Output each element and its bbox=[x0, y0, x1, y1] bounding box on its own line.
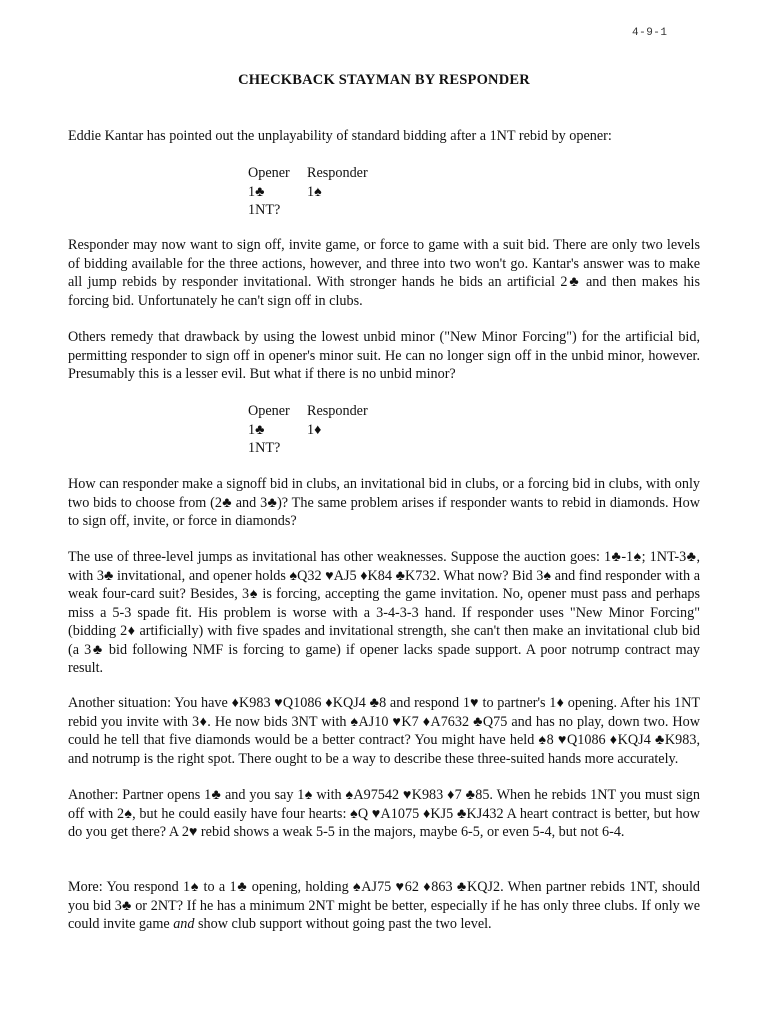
auction-bid: 1NT? bbox=[248, 440, 281, 456]
paragraph-text: More: You respond 1♠ to a 1♣ opening, holding ♠AJ75 ♥62 ♦863 ♣KQJ2. When partner rebids 1NT, should you bid 3♣ or 2NT? If he has a minimum 2NT might be better, especially if he has only three clubs. If only we could invite game bbox=[68, 879, 700, 932]
body-paragraph: Responder may now want to sign off, invite game, or force to game with a suit bid. There are only two levels of bidding available for the three actions, however, and three into two won't go. Kantar's answer was to make all jump rebids by responder invitational. With stronger hands he bids an artificial 2♣ and then makes his forcing bid. Unfortunately he can't sign off in clubs. bbox=[68, 237, 700, 309]
page-title: CHECKBACK STAYMAN BY RESPONDER bbox=[238, 72, 530, 88]
auction-bid bbox=[307, 201, 397, 220]
auction-row bbox=[248, 421, 397, 440]
paragraph-text: show club support without going past the two level. bbox=[194, 916, 492, 932]
intro-paragraph: Eddie Kantar has pointed out the unplayability of standard bidding after a 1NT rebid by opener: bbox=[68, 128, 612, 144]
page-number: 4-9-1 bbox=[632, 27, 668, 39]
auction-diagram-2 bbox=[248, 402, 397, 458]
auction-header-row bbox=[248, 164, 397, 183]
auction-row bbox=[248, 439, 397, 458]
auction-header-opener: Opener bbox=[248, 403, 290, 419]
auction-diagram-1 bbox=[248, 164, 397, 220]
auction-header-responder: Responder bbox=[307, 165, 368, 181]
auction-row bbox=[248, 201, 397, 220]
auction-bid: 1NT? bbox=[248, 202, 281, 218]
auction-header-responder: Responder bbox=[307, 403, 368, 419]
body-paragraph: Another: Partner opens 1♣ and you say 1♠ with ♠A97542 ♥K983 ♦7 ♣85. When he rebids 1NT you must sign off with 2♠, but he could easily have four hearts: ♠Q ♥A1075 ♦KJ5 ♣KJ432 A heart contract is better, but how do you get there? A 2♥ rebid shows a weak 5-5 in the majors, maybe 6-5, or even 5-4, but not 6-4. bbox=[68, 787, 700, 840]
auction-row bbox=[248, 183, 397, 202]
body-paragraph: Another situation: You have ♦K983 ♥Q1086 ♦KQJ4 ♣8 and respond 1♥ to partner's 1♦ opening. After his 1NT rebid you invite with 3♦. He now bids 3NT with ♠AJ10 ♥K7 ♦A7632 ♣Q75 and has no play, down two. How could he tell that five diamonds would be a better contract? You might have held ♠8 ♥Q1086 ♦KQJ4 ♣K983, and notrump is the right spot. There ought to be a way to describe these three-suited hands more accurately. bbox=[68, 695, 700, 767]
body-paragraph: How can responder make a signoff bid in clubs, an invitational bid in clubs, or a forcing bid in clubs, with only two bids to choose from (2♣ and 3♣)? The same problem arises if responder wants to rebid in diamonds. How to sign off, invite, or force in diamonds? bbox=[68, 476, 700, 529]
body-paragraph: Others remedy that drawback by using the lowest unbid minor ("New Minor Forcing") for the artificial bid, permitting responder to sign off in opener's minor suit. He can no longer sign off in the unbid minor, however. Presumably this is a lesser evil. But what if there is no unbid minor? bbox=[68, 329, 700, 382]
body-paragraph: The use of three-level jumps as invitational has other weaknesses. Suppose the auction goes: 1♣-1♠; 1NT-3♣, with 3♣ invitational, and opener holds ♠Q32 ♥AJ5 ♦K84 ♣K732. What now? Bid 3♠ and find responder with a weak four-card suit? Besides, 3♠ is forcing, accepting the game invitation. No, opener must pass and perhaps miss a 5-3 spade fit. His problem is worse with a 3-4-3-3 hand. If responder uses "New Minor Forcing" (bidding 2♦ artificially) with five spades and invitational strength, she can't then make an invitational club bid (a 3♣ bid following NMF is forcing to game) if opener lacks spade support. A poor notrump contract may result. bbox=[68, 549, 700, 676]
auction-header-row bbox=[248, 402, 397, 421]
auction-bid: 1♣ bbox=[248, 183, 265, 200]
auction-bid: 1♣ bbox=[248, 421, 265, 438]
auction-bid: 1♠ bbox=[307, 183, 322, 200]
body-paragraph bbox=[68, 878, 700, 934]
auction-bid bbox=[307, 439, 397, 458]
auction-bid: 1♦ bbox=[307, 421, 322, 438]
emphasis-text: and bbox=[173, 916, 195, 932]
auction-header-opener: Opener bbox=[248, 165, 290, 181]
